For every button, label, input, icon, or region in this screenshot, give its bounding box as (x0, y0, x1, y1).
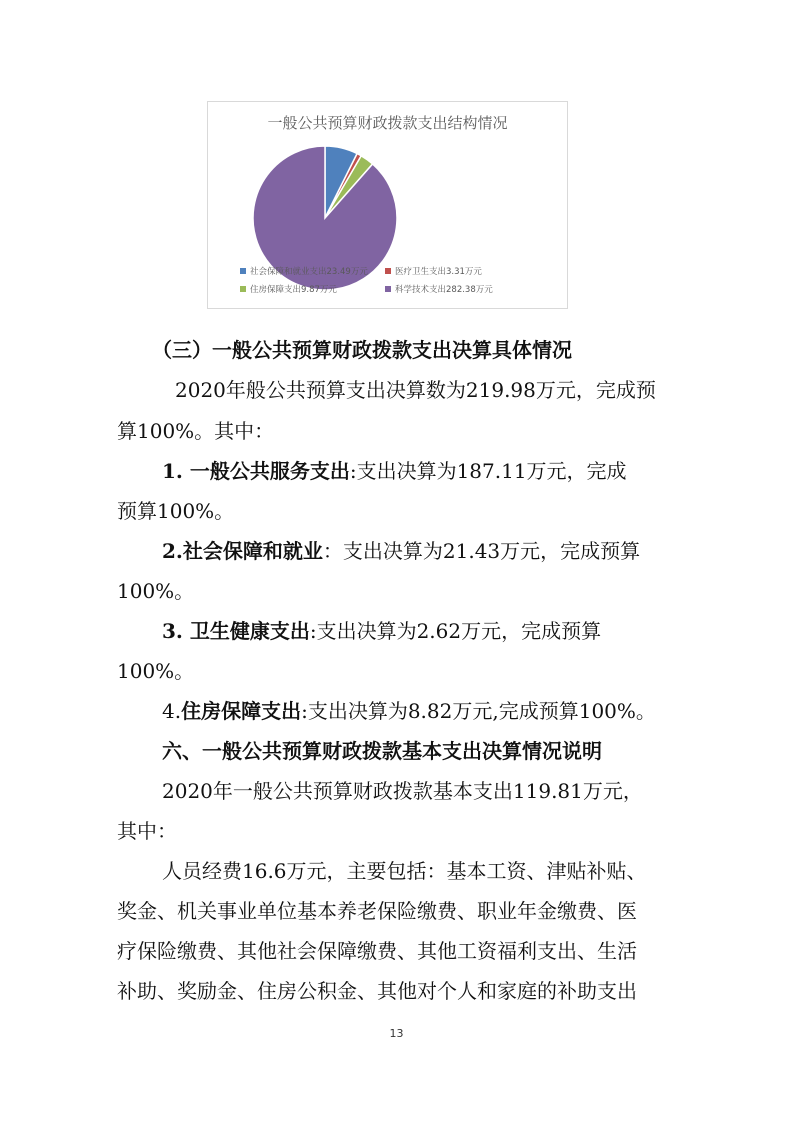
item-1 (162, 457, 627, 485)
legend-swatch (385, 286, 391, 292)
section-6-line-1: 2020年一般公共预算财政拨款基本支出119.81万元， (162, 779, 643, 803)
legend-item-social-security (240, 265, 385, 277)
section-heading: （三）一般公共预算财政拨款支出决算具体情况 (152, 338, 572, 362)
intro-line-1: 2020年般公共预算支出决算数为219.98万元，完成预 (175, 378, 656, 402)
personnel-line-4: 补助、奖励金、住房公积金、其他对个人和家庭的补助支出 (117, 979, 637, 1003)
item-2-label: 2.社会保障和就业 (162, 539, 323, 563)
chart-legend (240, 265, 560, 295)
item-2 (162, 537, 640, 565)
item-3-text: :支出决算为2.62万元，完成预算 (309, 619, 602, 643)
personnel-line-3: 疗保险缴费、其他社会保障缴费、其他工资福利支出、生活 (117, 939, 637, 963)
item-2-text: ：支出决算为21.43万元，完成预算 (322, 539, 641, 563)
legend-item-medical (385, 265, 535, 277)
item-3 (162, 617, 601, 645)
intro-line-2: 算100%。其中： (117, 419, 275, 443)
legend-swatch (385, 268, 391, 274)
item-1-text: :支出决算为187.11万元，完成 (349, 459, 627, 483)
legend-swatch (240, 286, 246, 292)
item-4 (162, 697, 656, 725)
item-2-continued: 100%。 (117, 579, 195, 603)
item-1-continued: 预算100%。 (117, 499, 235, 523)
legend-item-housing (240, 283, 385, 295)
legend-label: 社会保障和就业支出23.49万元 (250, 267, 368, 277)
page-number: 13 (389, 1027, 404, 1040)
item-3-continued: 100%。 (117, 659, 195, 683)
item-4-label: 住房保障支出 (181, 699, 302, 723)
legend-label: 医疗卫生支出3.31万元 (395, 267, 482, 277)
section-6-heading: 六、一般公共预算财政拨款基本支出决算情况说明 (162, 739, 602, 763)
legend-label: 住房保障支出9.87万元 (250, 285, 337, 295)
personnel-line-2: 奖金、机关事业单位基本养老保险缴费、职业年金缴费、医 (117, 899, 637, 923)
section-6-line-2: 其中： (117, 819, 177, 843)
pie-chart (207, 101, 568, 309)
legend-swatch (240, 268, 246, 274)
chart-title: 一般公共预算财政拨款支出结构情况 (267, 114, 508, 132)
legend-label: 科学技术支出282.38万元 (395, 285, 493, 295)
personnel-line-1: 人员经费16.6万元，主要包括：基本工资、津贴补贴、 (162, 859, 647, 883)
legend-item-science (385, 283, 535, 295)
item-3-label: 3. 卫生健康支出 (162, 619, 310, 643)
item-4-text: :支出决算为8.82万元,完成预算100%。 (301, 699, 656, 723)
item-4-prefix: 4. (162, 699, 182, 723)
item-1-label: 1. 一般公共服务支出 (162, 459, 350, 483)
